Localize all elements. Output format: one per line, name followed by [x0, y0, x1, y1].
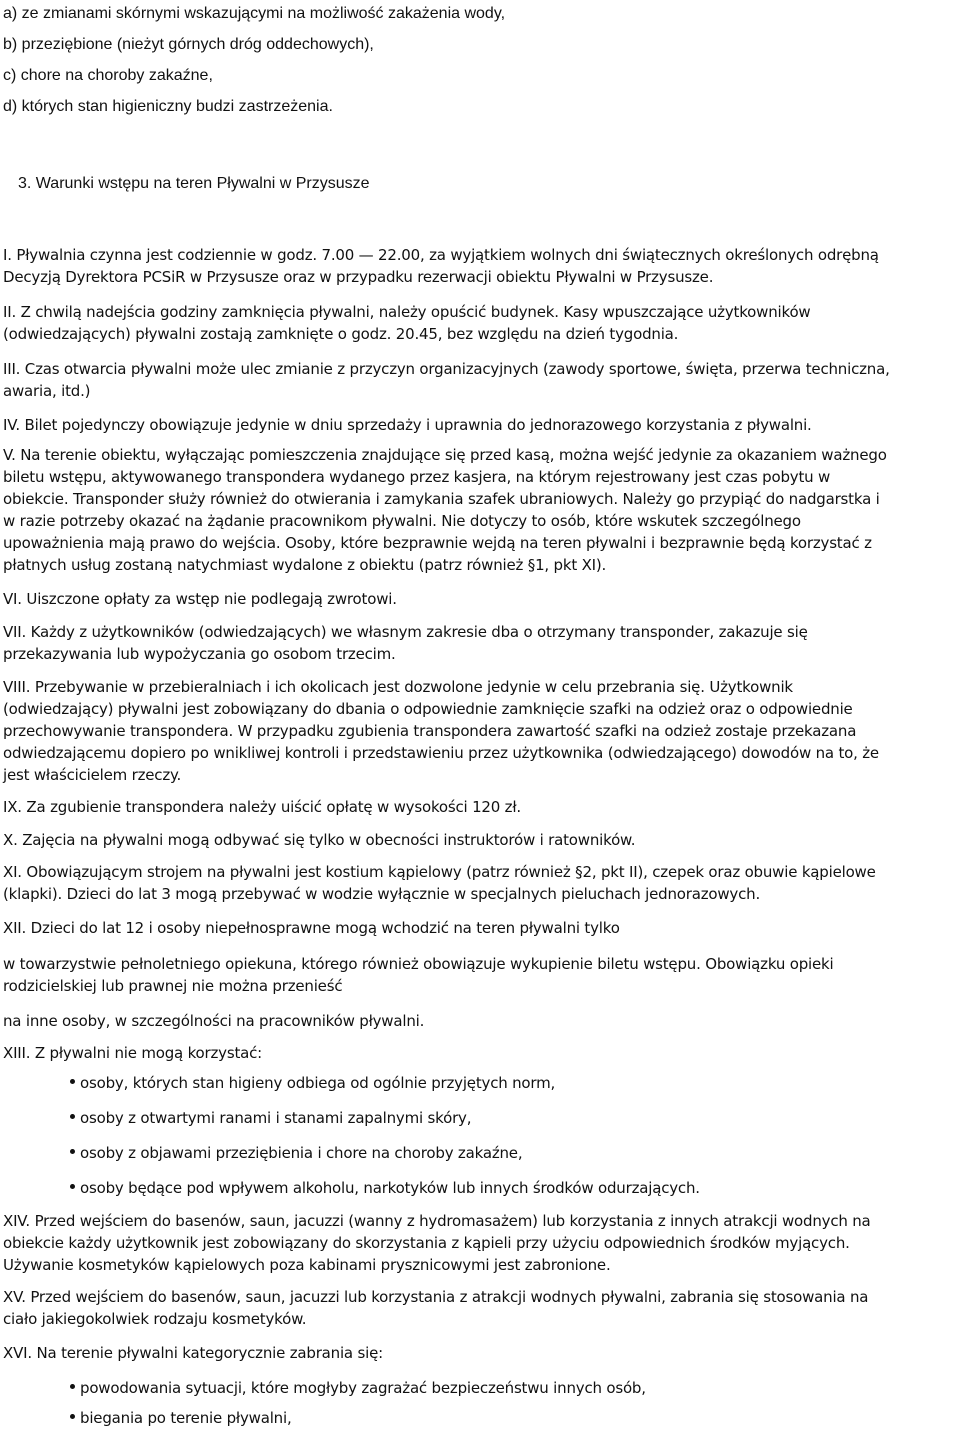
paragraph-xiii: XIII. Z pływalni nie mogą korzystać:: [3, 1044, 263, 1062]
list-item-text: osoby z objawami przeziębienia i chore na choroby zakaźne,: [80, 1144, 523, 1162]
paragraph-v-line-2: biletu wstępu, aktywowanego transpondera wydanego przez kasjera, na którym rejestrowany jest czas pobytu w: [3, 468, 831, 486]
bullet-icon: [70, 1079, 75, 1084]
paragraph-x: X. Zajęcia na pływalni mogą odbywać się tylko w obecności instruktorów i ratowników.: [3, 831, 636, 849]
list-item-text: biegania po terenie pływalni,: [80, 1409, 292, 1427]
paragraph-viii-line-2: (odwiedzający) pływalni jest zobowiązany do dbania o odpowiednie zamknięcie szafki na odzież oraz o odpowiednie: [3, 700, 853, 718]
paragraph-xiv-line-1: XIV. Przed wejściem do basenów, saun, jacuzzi (wanny z hydromasażem) lub korzystania z innych atrakcji wodnych na: [3, 1212, 871, 1230]
paragraph-v-line-5: upoważnienia mają prawo do wejścia. Osoby, które bezprawnie wejdą na teren pływalni i bezprawnie będą korzystać z: [3, 534, 872, 552]
paragraph-xii-line-1: XII. Dzieci do lat 12 i osoby niepełnosprawne mogą wchodzić na teren pływalni tylko: [3, 919, 620, 937]
paragraph-v-line-1: V. Na terenie obiektu, wyłączając pomieszczenia znajdujące się przed kasą, można wejść jedynie za okazaniem ważnego: [3, 446, 887, 464]
paragraph-i-line-1: I. Pływalnia czynna jest codziennie w godz. 7.00 — 22.00, za wyjątkiem wolnych dni świątecznych określonych odrębną: [3, 246, 879, 264]
list-item: [70, 1407, 292, 1429]
list-item-text: osoby, których stan higieny odbiega od ogólnie przyjętych norm,: [80, 1074, 556, 1092]
paragraph-xvi: XVI. Na terenie pływalni kategorycznie zabrania się:: [3, 1344, 383, 1362]
paragraph-xii-line-3: rodzicielskiej lub prawnej nie można przenieść: [3, 977, 343, 995]
paragraph-xiv-line-2: obiekcie każdy użytkownik jest zobowiązany do skorzystania z kąpieli przy użyciu odpowiednich środków myjących.: [3, 1234, 850, 1252]
list-item: [70, 1107, 471, 1129]
paragraph-v-line-4: w razie potrzeby okazać na żądanie pracownikom pływalni. Nie dotyczy to osób, które wskutek szczególnego: [3, 512, 801, 530]
paragraph-xi-line-2: (klapki). Dzieci do lat 3 mogą przebywać w wodzie wyłącznie w specjalnych pieluchach jednorazowych.: [3, 885, 761, 903]
bullet-icon: [70, 1414, 75, 1419]
paragraph-vii-line-2: przekazywania lub wypożyczania go osobom trzecim.: [3, 645, 396, 663]
list-item-c: c) chore na choroby zakaźne,: [3, 67, 213, 84]
paragraph-xii-line-2: w towarzystwie pełnoletniego opiekuna, którego również obowiązuje wykupienie biletu wstępu. Obowiązku opieki: [3, 955, 834, 973]
paragraph-v-line-3: obiekcie. Transponder służy również do otwierania i zamykania szafek ubraniowych. Należy go przypiąć do nadgarstka i: [3, 490, 880, 508]
section-heading: 3. Warunki wstępu na teren Pływalni w Przysusze: [18, 175, 370, 192]
bullet-icon: [70, 1114, 75, 1119]
bullet-icon: [70, 1184, 75, 1189]
list-item: [70, 1177, 700, 1199]
paragraph-ii-line-1: II. Z chwilą nadejścia godziny zamknięcia pływalni, należy opuścić budynek. Kasy wpuszczające użytkowników: [3, 303, 811, 321]
paragraph-ix: IX. Za zgubienie transpondera należy uiścić opłatę w wysokości 120 zł.: [3, 798, 521, 816]
list-item-text: osoby z otwartymi ranami i stanami zapalnymi skóry,: [80, 1109, 472, 1127]
list-item: [70, 1142, 522, 1164]
paragraph-viii-line-5: jest właścicielem rzeczy.: [3, 766, 182, 784]
paragraph-xv-line-2: ciało jakiegokolwiek rodzaju kosmetyków.: [3, 1310, 307, 1328]
paragraph-ii-line-2: (odwiedzających) pływalni zostają zamknięte o godz. 20.45, bez względu na dzień tygodnia.: [3, 325, 679, 343]
list-item-text: powodowania sytuacji, które mogłyby zagrażać bezpieczeństwu innych osób,: [80, 1379, 646, 1397]
paragraph-iii-line-2: awaria, itd.): [3, 382, 91, 400]
paragraph-xi-line-1: XI. Obowiązującym strojem na pływalni jest kostium kąpielowy (patrz również §2, pkt II), czepek oraz obuwie kąpielowe: [3, 863, 876, 881]
list-item-text: osoby będące pod wpływem alkoholu, narkotyków lub innych środków odurzających.: [80, 1179, 700, 1197]
list-item-a: a) ze zmianami skórnymi wskazującymi na możliwość zakażenia wody,: [3, 5, 506, 22]
paragraph-xii-line-4: na inne osoby, w szczególności na pracowników pływalni.: [3, 1012, 425, 1030]
bullet-icon: [70, 1149, 75, 1154]
list-item: [70, 1072, 555, 1094]
paragraph-iv: IV. Bilet pojedynczy obowiązuje jedynie w dniu sprzedaży i uprawnia do jednorazowego korzystania z pływalni.: [3, 416, 812, 434]
list-item-b: b) przeziębione (nieżyt górnych dróg oddechowych),: [3, 36, 374, 53]
list-item: [70, 1377, 646, 1399]
paragraph-vi: VI. Uiszczone opłaty za wstęp nie podlegają zwrotowi.: [3, 590, 397, 608]
bullet-icon: [70, 1384, 75, 1389]
paragraph-xiv-line-3: Używanie kosmetyków kąpielowych poza kabinami prysznicowymi jest zabronione.: [3, 1256, 611, 1274]
paragraph-xv-line-1: XV. Przed wejściem do basenów, saun, jacuzzi lub korzystania z atrakcji wodnych pływalni, zabrania się stosowania na: [3, 1288, 869, 1306]
list-item-d: d) których stan higieniczny budzi zastrzeżenia.: [3, 98, 333, 115]
paragraph-i-line-2: Decyzją Dyrektora PCSiR w Przysusze oraz w przypadku rezerwacji obiektu Pływalni w Przysusze.: [3, 268, 714, 286]
paragraph-v-line-6: płatnych usług zostaną natychmiast wydalone z obiektu (patrz również §1, pkt XI).: [3, 556, 607, 574]
paragraph-iii-line-1: III. Czas otwarcia pływalni może ulec zmianie z przyczyn organizacyjnych (zawody sportowe, święta, przerwa techniczna,: [3, 360, 890, 378]
paragraph-viii-line-4: odwiedzającemu dopiero po wnikliwej kontroli i przedstawieniu przez użytkownika (odwiedzającego) dowodów na to, że: [3, 744, 879, 762]
paragraph-viii-line-1: VIII. Przebywanie w przebieralniach i ich okolicach jest dozwolone jedynie w celu przebrania się. Użytkownik: [3, 678, 793, 696]
paragraph-viii-line-3: przechowywanie transpondera. W przypadku zgubienia transpondera zawartość szafki na odzież zostaje przekazana: [3, 722, 857, 740]
paragraph-vii-line-1: VII. Każdy z użytkowników (odwiedzających) we własnym zakresie dba o otrzymany transponder, zakazuje się: [3, 623, 808, 641]
